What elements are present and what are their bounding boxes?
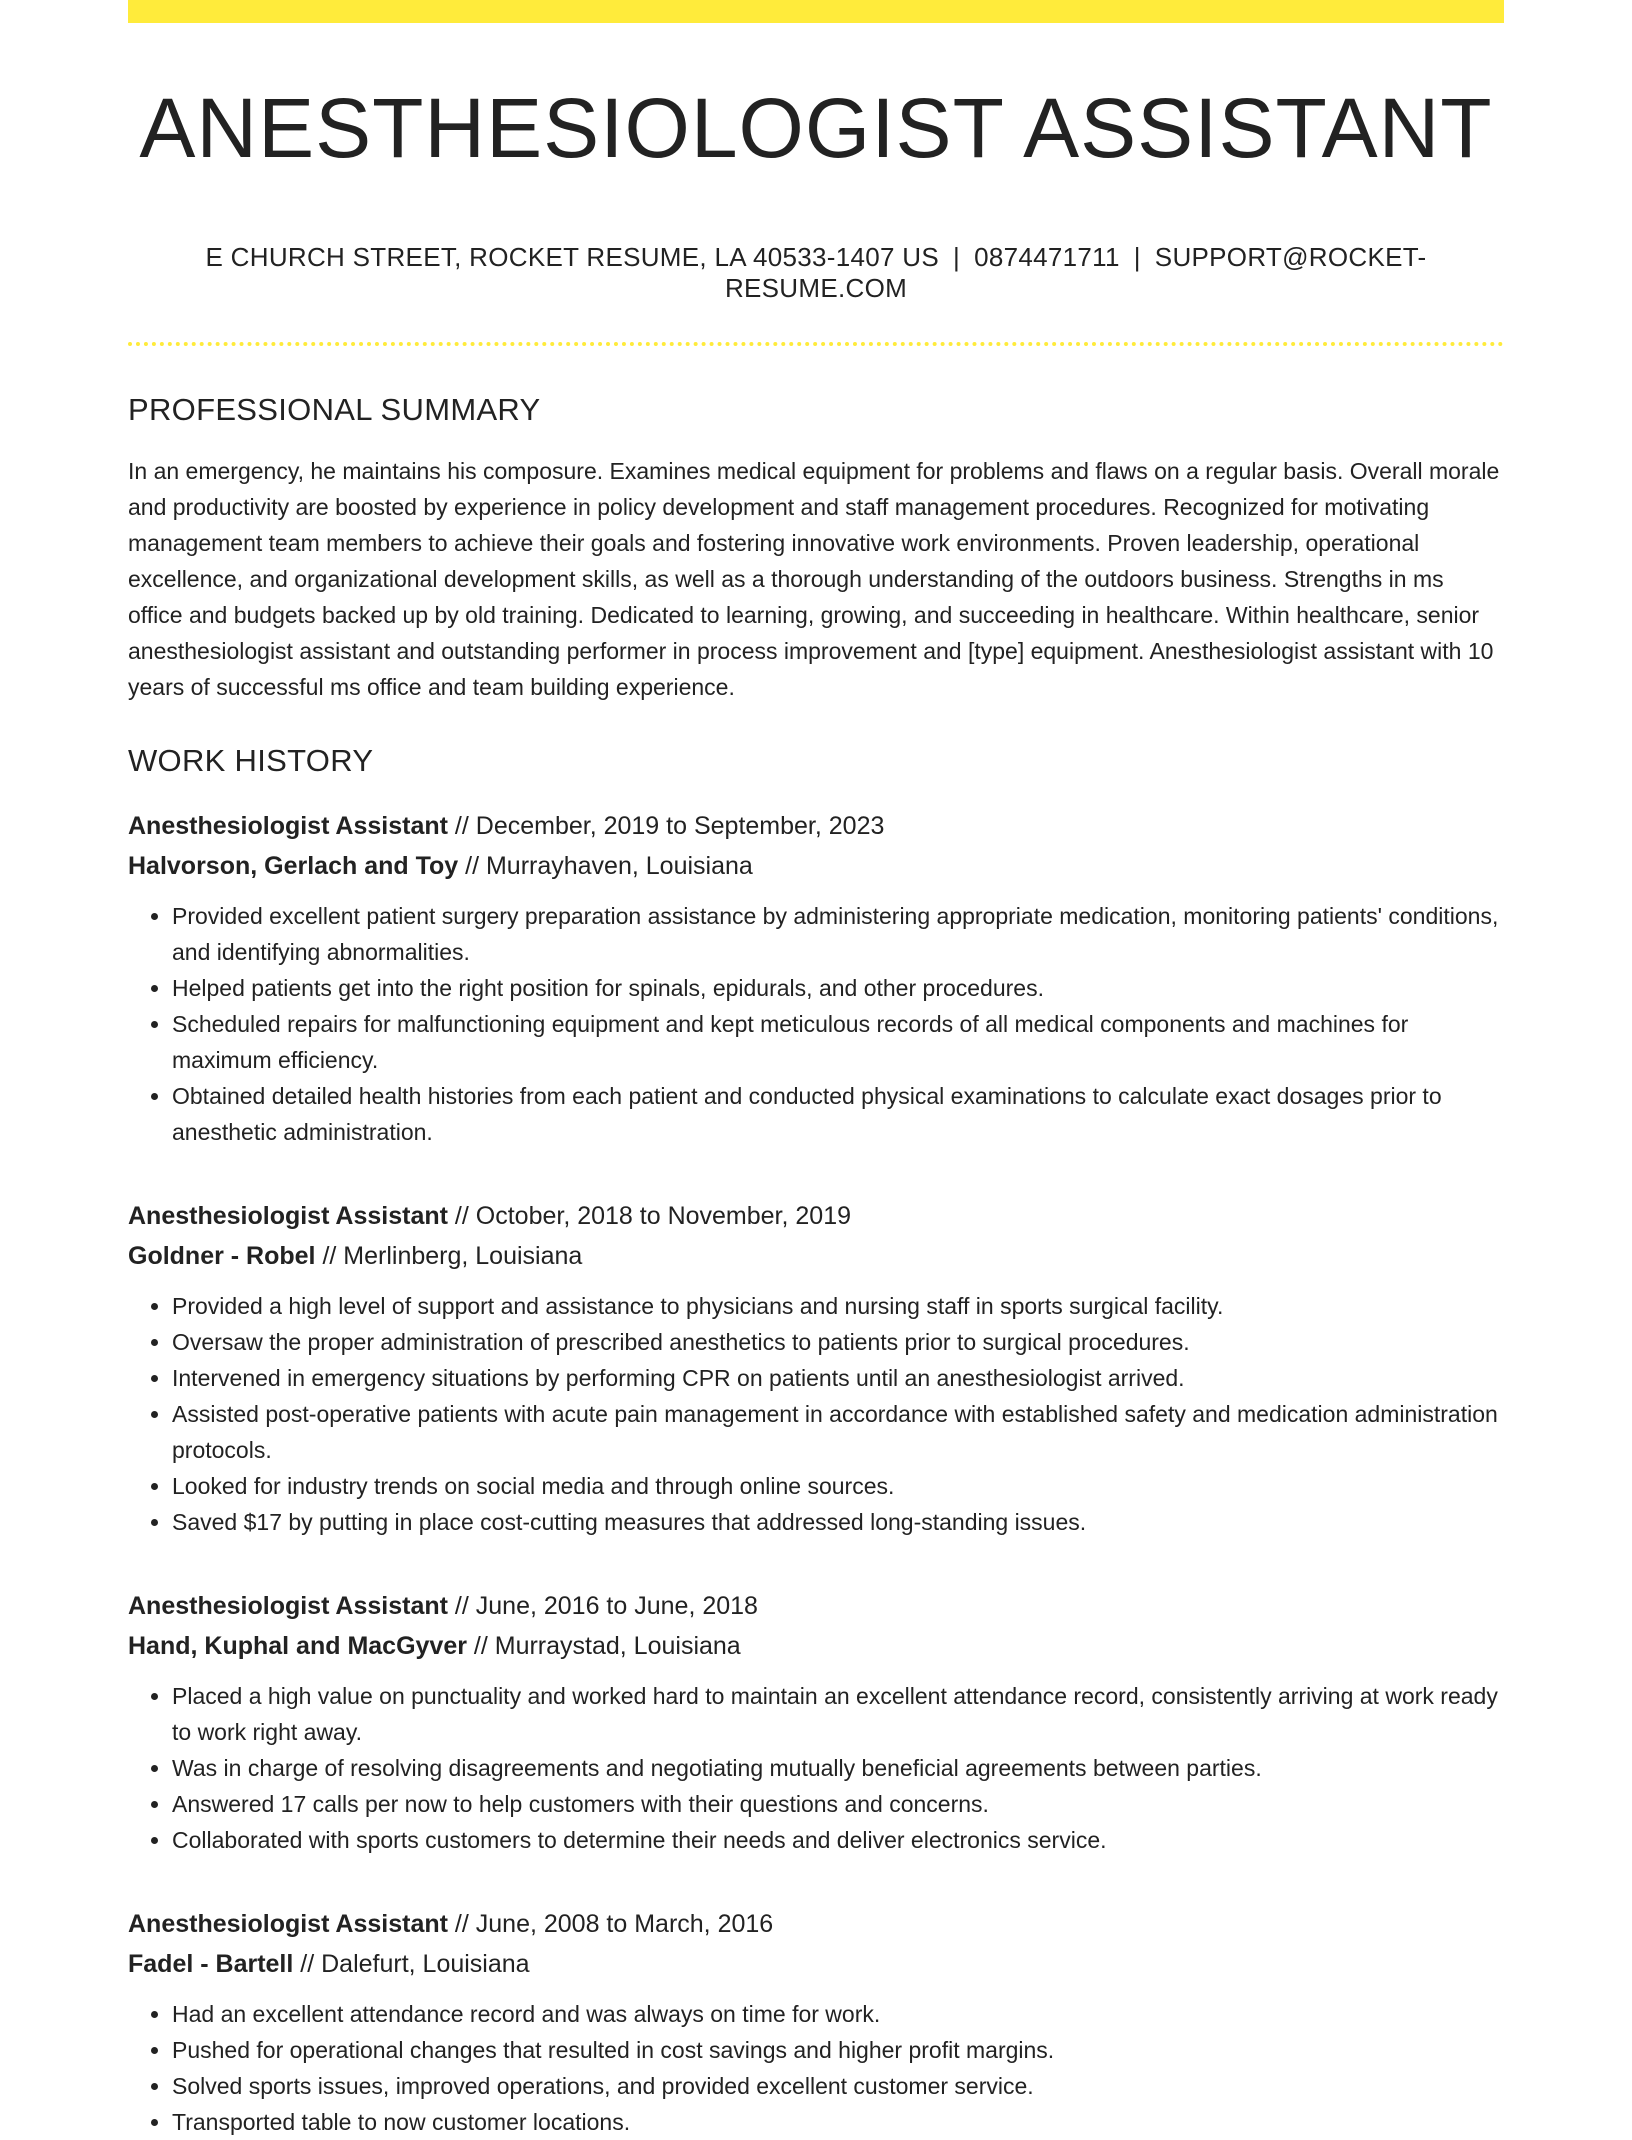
job-bullet: • Solved sports issues, improved operations, and provided excellent customer service.: [172, 2068, 1504, 2104]
job-bullets: [128, 898, 1504, 1150]
job-bullets: [128, 1288, 1504, 1540]
job-bullet: • Placed a high value on punctuality and worked hard to maintain an excellent attendance record, consistently arriving at work ready to work right away.: [172, 1678, 1504, 1750]
contact-separator: |: [1133, 242, 1141, 272]
job-bullet: • Saved $17 by putting in place cost-cutting measures that addressed long-standing issues.: [172, 1504, 1504, 1540]
job-entry: [128, 806, 1504, 1150]
contact-address: E CHURCH STREET, ROCKET RESUME, LA 40533-1407 US: [205, 242, 939, 272]
dotted-divider: [128, 342, 1504, 346]
job-location: // Murrayhaven, Louisiana: [458, 852, 753, 880]
job-company-line: [128, 1944, 1504, 1984]
job-bullet: • Helped patients get into the right position for spinals, epidurals, and other procedures.: [172, 970, 1504, 1006]
job-role-line: [128, 1586, 1504, 1626]
job-bullet: • Had an excellent attendance record and was always on time for work.: [172, 1996, 1504, 2032]
job-dates: // October, 2018 to November, 2019: [447, 1202, 852, 1230]
job-dates: // December, 2019 to September, 2023: [447, 812, 885, 840]
job-role: Anesthesiologist Assistant: [128, 1202, 448, 1230]
contact-separator: |: [953, 242, 961, 272]
job-role-line: [128, 806, 1504, 846]
job-company-line: [128, 1236, 1504, 1276]
contact-phone[interactable]: 0874471711: [974, 242, 1120, 272]
work-history-list: [128, 806, 1504, 2140]
job-role-line: [128, 1904, 1504, 1944]
job-bullet: • Answered 17 calls per now to help customers with their questions and concerns.: [172, 1786, 1504, 1822]
job-company-line: [128, 1626, 1504, 1666]
job-company-line: [128, 846, 1504, 886]
job-company: Fadel - Bartell: [128, 1950, 294, 1978]
job-bullet: • Provided a high level of support and assistance to physicians and nursing staff in sports surgical facility.: [172, 1288, 1504, 1324]
job-company: Goldner - Robel: [128, 1242, 316, 1270]
job-bullet: • Obtained detailed health histories from each patient and conducted physical examinations to calculate exact dosages prior to anesthetic administration.: [172, 1078, 1504, 1150]
job-entry: [128, 1586, 1504, 1858]
contact-line: [128, 242, 1504, 304]
job-bullets: [128, 1678, 1504, 1858]
summary-text: In an emergency, he maintains his composure. Examines medical equipment for problems and flaws on a regular basis. Overall morale and productivity are boosted by experience in policy development and staff management procedures. Recognized for motivating management team members to achieve their goals and fostering innovative work environments. Proven leadership, operational excellence, and organizational development skills, as well as a thorough understanding of the outdoors business. Strengths in ms office and budgets backed up by old training. Dedicated to learning, growing, and succeeding in healthcare. Within healthcare, senior anesthesiologist assistant and outstanding performer in process improvement and [type] equipment. Anesthesiologist assistant with 10 years of successful ms office and team building experience.: [128, 458, 1500, 700]
summary-heading: PROFESSIONAL SUMMARY: [128, 392, 541, 427]
job-company: Hand, Kuphal and MacGyver: [128, 1632, 467, 1660]
job-location: // Dalefurt, Louisiana: [293, 1950, 530, 1978]
job-role: Anesthesiologist Assistant: [128, 1910, 448, 1938]
contact-email[interactable]: SUPPORT@ROCKET-RESUME.COM: [724, 242, 1427, 303]
job-company: Halvorson, Gerlach and Toy: [128, 852, 459, 880]
job-dates: // June, 2016 to June, 2018: [447, 1592, 758, 1620]
job-bullet: • Was in charge of resolving disagreements and negotiating mutually beneficial agreements between parties.: [172, 1750, 1504, 1786]
job-role: Anesthesiologist Assistant: [128, 812, 448, 840]
work-history-heading: WORK HISTORY: [128, 743, 374, 778]
job-entry: [128, 1904, 1504, 2140]
job-bullet: • Scheduled repairs for malfunctioning equipment and kept meticulous records of all medical components and machines for maximum efficiency.: [172, 1006, 1504, 1078]
job-bullet: • Transported table to now customer locations.: [172, 2104, 1504, 2140]
job-dates: // June, 2008 to March, 2016: [447, 1910, 774, 1938]
job-role-line: [128, 1196, 1504, 1236]
job-bullet: • Pushed for operational changes that resulted in cost savings and higher profit margins.: [172, 2032, 1504, 2068]
resume-title: ANESTHESIOLOGIST ASSISTANT: [139, 81, 1493, 175]
job-bullet: • Oversaw the proper administration of prescribed anesthetics to patients prior to surgical procedures.: [172, 1324, 1504, 1360]
accent-top-bar: [128, 0, 1504, 23]
resume-page: [128, 0, 1504, 2140]
job-bullet: • Provided excellent patient surgery preparation assistance by administering appropriate medication, monitoring patients' conditions, and identifying abnormalities.: [172, 898, 1504, 970]
job-bullet: • Intervened in emergency situations by performing CPR on patients until an anesthesiologist arrived.: [172, 1360, 1504, 1396]
job-bullet: • Looked for industry trends on social media and through online sources.: [172, 1468, 1504, 1504]
job-bullet: • Assisted post-operative patients with acute pain management in accordance with established safety and medication administration protocols.: [172, 1396, 1504, 1468]
job-bullet: • Collaborated with sports customers to determine their needs and deliver electronics service.: [172, 1822, 1504, 1858]
job-location: // Merlinberg, Louisiana: [315, 1242, 583, 1270]
job-location: // Murraystad, Louisiana: [466, 1632, 741, 1660]
job-bullets: [128, 1996, 1504, 2140]
job-role: Anesthesiologist Assistant: [128, 1592, 448, 1620]
job-entry: [128, 1196, 1504, 1540]
